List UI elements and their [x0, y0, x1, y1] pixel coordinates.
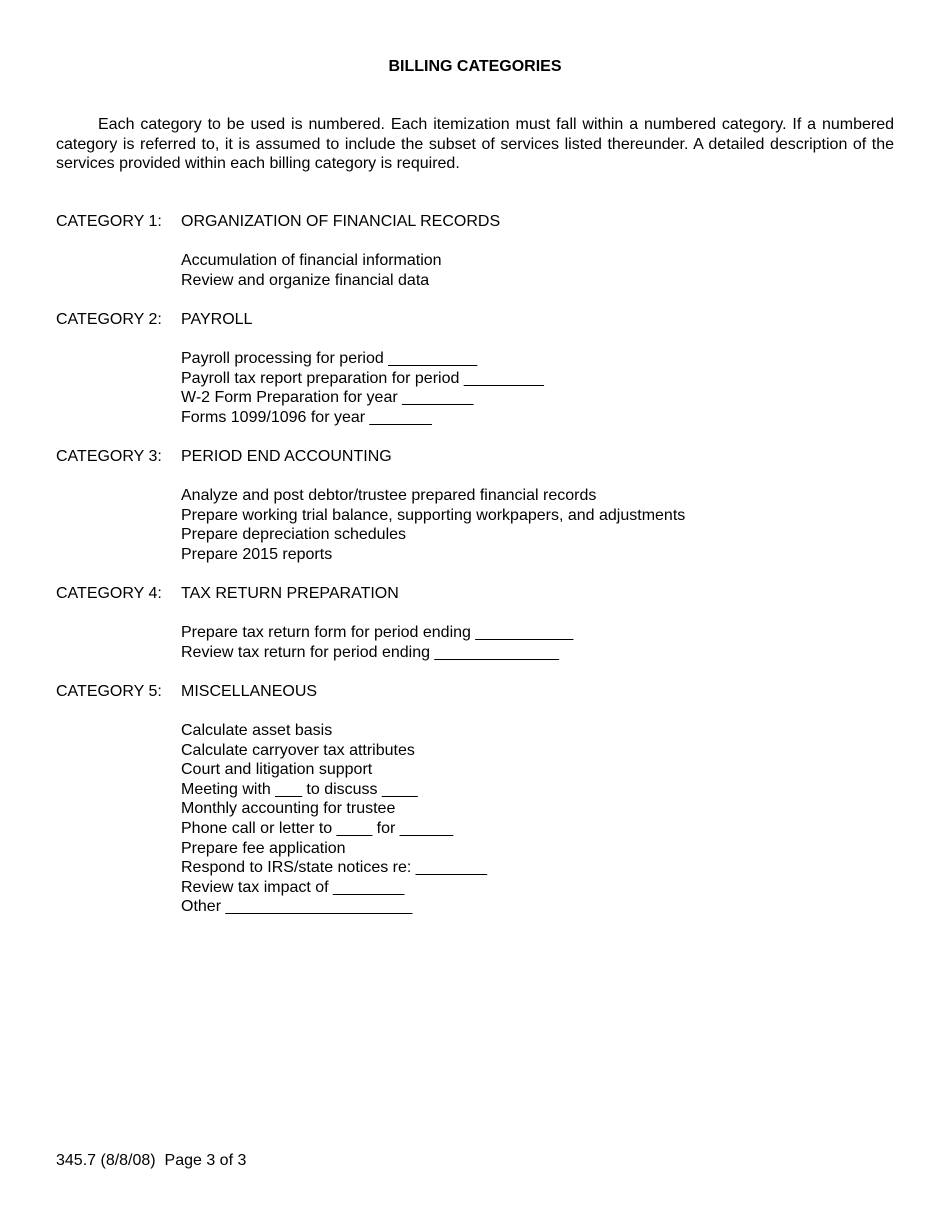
- category-name: ORGANIZATION OF FINANCIAL RECORDS: [181, 213, 501, 230]
- category-items: [181, 721, 916, 917]
- list-item: Meeting with ___ to discuss ____: [181, 780, 418, 798]
- list-item: Review tax return for period ending ______________: [181, 643, 560, 661]
- page-footer: 345.7 (8/8/08) Page 3 of 3: [56, 1152, 247, 1169]
- category-label: CATEGORY 1:: [56, 213, 162, 230]
- category-heading: [56, 682, 916, 702]
- category-5: [56, 682, 916, 917]
- category-1: [56, 212, 916, 290]
- category-name: MISCELLANEOUS: [181, 683, 318, 700]
- list-item: Prepare 2015 reports: [181, 545, 333, 563]
- category-label: CATEGORY 3:: [56, 448, 162, 465]
- category-name: TAX RETURN PREPARATION: [181, 585, 399, 602]
- category-label: CATEGORY 2:: [56, 311, 162, 328]
- list-item: Payroll tax report preparation for period _________: [181, 369, 544, 387]
- list-item: Other _____________________: [181, 898, 413, 916]
- category-name: PERIOD END ACCOUNTING: [181, 448, 392, 465]
- category-heading: [56, 584, 916, 604]
- list-item: Accumulation of financial information: [181, 252, 442, 269]
- category-2: [56, 310, 916, 427]
- category-heading: [56, 310, 916, 330]
- list-item: Monthly accounting for trustee: [181, 800, 396, 818]
- category-3: [56, 447, 916, 564]
- list-item: Review tax impact of ________: [181, 878, 405, 896]
- category-items: [181, 349, 916, 427]
- category-items: [181, 251, 916, 290]
- category-4: [56, 584, 916, 662]
- list-item: Court and litigation support: [181, 761, 373, 779]
- list-item: Calculate asset basis: [181, 722, 333, 739]
- list-item: Forms 1099/1096 for year _______: [181, 408, 432, 426]
- category-heading: [56, 212, 916, 232]
- list-item: Phone call or letter to ____ for ______: [181, 819, 454, 837]
- category-items: [181, 623, 916, 662]
- list-item: Prepare depreciation schedules: [181, 526, 407, 544]
- list-item: W-2 Form Preparation for year ________: [181, 389, 474, 407]
- category-label: CATEGORY 4:: [56, 585, 162, 602]
- list-item: Prepare tax return form for period ending ___________: [181, 624, 574, 641]
- category-name: PAYROLL: [181, 311, 253, 328]
- list-item: Respond to IRS/state notices re: ________: [181, 859, 487, 877]
- page-title: BILLING CATEGORIES: [388, 58, 562, 75]
- list-item: Payroll processing for period __________: [181, 350, 478, 367]
- category-items: [181, 486, 916, 564]
- category-label: CATEGORY 5:: [56, 683, 162, 700]
- list-item: Prepare working trial balance, supporting workpapers, and adjustments: [181, 506, 686, 524]
- category-heading: [56, 447, 916, 467]
- list-item: Prepare fee application: [181, 839, 346, 857]
- intro-paragraph: Each category to be used is numbered. Each itemization must fall within a numbered category. If a numbered category is referred to, it is assumed to include the subset of services listed thereunder. A detailed description of the services provided within each billing category is required.: [56, 116, 894, 173]
- list-item: Analyze and post debtor/trustee prepared financial records: [181, 487, 597, 504]
- list-item: Review and organize financial data: [181, 271, 430, 289]
- list-item: Calculate carryover tax attributes: [181, 741, 415, 759]
